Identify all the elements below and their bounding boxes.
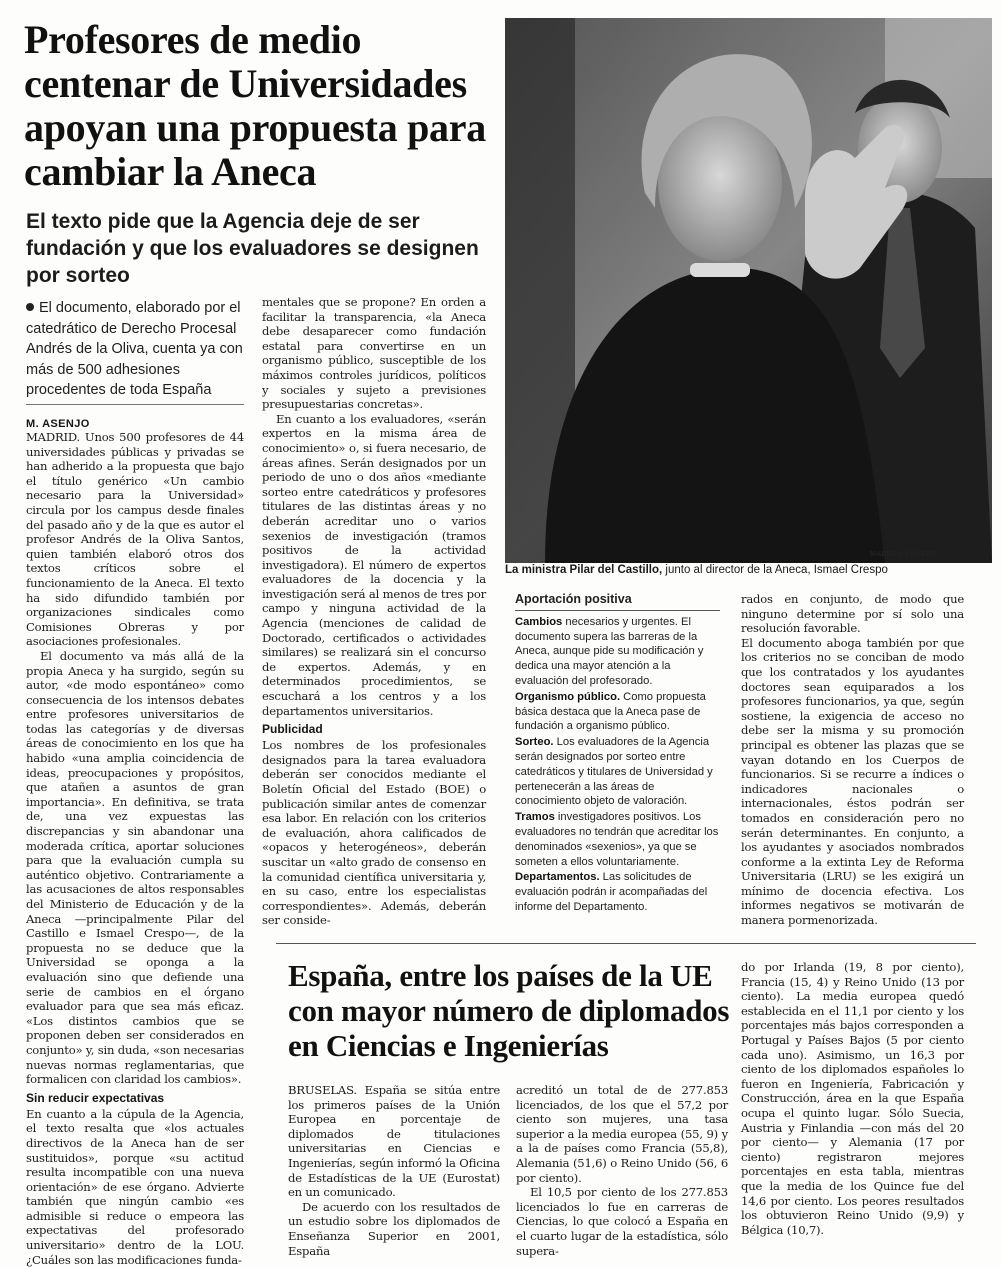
news-photo xyxy=(505,18,992,563)
article-column-3 xyxy=(741,592,964,928)
paragraph: Los nombres de los profesionales designados para la tarea evaluadora deberán ser conocidos mediante el Boletín Oficial del Estado (BOE) o publicación similar antes de comenzar esa labor. En relación con los criterios de evaluación, ahora calificados de «opacos y heterogéneos», deberán suscitar un «alto grado de consenso en la comunidad científica universitaria y, en su caso, entre los especialistas correspondientes». Además, deberán ser conside- xyxy=(262,738,486,928)
article-column-2 xyxy=(262,295,486,928)
article-deck: El texto pide que la Agencia deje de ser fundación y que los evaluadores se designen por sorteo xyxy=(26,210,479,287)
sidebar-term: Tramos xyxy=(515,811,555,824)
article-column-1 xyxy=(26,430,244,1267)
bullet-icon xyxy=(26,303,34,311)
sidebar-term: Sorteo. xyxy=(515,736,554,749)
sidebar-text: investigadores positivos. Los evaluadores no tendrán que acreditar los denominados «sexenios», ya que se someten a ellos voluntariamente. xyxy=(515,811,719,868)
lead-divider xyxy=(26,404,244,405)
sidebar-text: Como propuesta básica destaca que la Aneca pase de fundación a organismo público. xyxy=(515,690,706,733)
sidebar-item xyxy=(515,735,720,809)
sidebar-item xyxy=(515,810,720,869)
sidebar-box xyxy=(515,592,720,916)
paragraph: acreditó un total de de 277.853 licenciados, de los que el 57,2 por ciento son mujeres, una tasa superior a la media europea (55, 9) y a la de países como Francia (55,8), Alemania (51,6) o Reino Unido (56, 6 por ciento). xyxy=(516,1083,728,1185)
paragraph: En cuanto a los evaluadores, «serán expertos en la misma área de conocimiento» o, si fuera necesario, de áreas afines. Serán designados por un periodo de uno o dos años «mediante sorteo entre catedráticos y profesores titulares de las distintas áreas y no deberán acreditar uno o varios sexenios de investigación (tramos positivos de la actividad investigadora). El número de expertos evaluadores de la docencia y la investigación será al menos de tres por campo y ninguna actividad de la Agencia (menciones de calidad de Doctorado, certificados o actividades similares) se realizará sin el concurso de expertos. Además, y en determinados procedimientos, se escuchará a los centros y a los departamentos universitarios. xyxy=(262,411,486,718)
article2-headline: España, entre los países de la UE con mayor número de diplomados en Ciencias e Ingenierías xyxy=(288,958,730,1063)
sidebar-term: Organismo público. xyxy=(515,690,621,703)
article-divider xyxy=(276,943,976,944)
sidebar-item xyxy=(515,615,720,689)
paragraph: MADRID. Unos 500 profesores de 44 universidades públicas y privadas se han adherido a la propuesta que bajo el título genérico «Un cambio necesario para la Universidad» circula por los campus desde finales del pasado año y de la que es autor el profesor Andrés de la Oliva Santos, quien también elaboró otros dos textos críticos sobre el funcionamiento de la Aneca. El texto ha sido difundido también por organizaciones sindicales como Comisiones Obreras y por asociaciones profesionales. xyxy=(26,430,244,649)
lead-text: El documento, elaborado por el catedrático de Derecho Procesal Andrés de la Oliva, cuenta ya con más de 500 adhesiones procedentes de toda España xyxy=(26,300,243,398)
caption-subject: La ministra Pilar del Castillo, xyxy=(505,564,663,576)
sidebar-term: Departamentos. xyxy=(515,871,600,884)
sidebar-item xyxy=(515,690,720,734)
photo-credit: MADERO CUBERO xyxy=(870,551,938,558)
article-headline: Profesores de medio centenar de Universidades apoyan una propuesta para cambiar la Aneca xyxy=(24,17,486,194)
caption-text: junto al director de la Aneca, Ismael Crespo xyxy=(662,564,888,576)
paragraph: De acuerdo con los resultados de un estudio sobre los diplomados de Enseñanza Superior en 2001, España xyxy=(288,1199,500,1258)
sidebar-text: Las solicitudes de evaluación podrán ir acompañadas del informe del Departamento. xyxy=(515,871,708,913)
sidebar-title: Aportación positiva xyxy=(515,592,720,611)
subheading: Sin reducir expectativas xyxy=(26,1090,165,1105)
byline: M. ASENJO xyxy=(26,418,90,430)
sidebar-term: Cambios xyxy=(515,615,563,628)
article-lead xyxy=(26,298,248,401)
photo-caption xyxy=(505,563,995,578)
subheading: Publicidad xyxy=(262,722,323,737)
paragraph: mentales que se propone? En orden a facilitar la transparencia, «la Aneca debe desaparecer como fundación estatal para convertirse en un organismo público, susceptible de los máximos controles jurídicos, políticos y sociales y sujeto a previsiones presupuestarias concretas». xyxy=(262,295,486,412)
sidebar-text: Los evaluadores de la Agencia serán designados por sorteo entre catedráticos y titulares de Universidad y pertenecerán a las áreas de conocimiento objeto de valoración. xyxy=(515,736,713,808)
paragraph: do por Irlanda (19, 8 por ciento), Francia (15, 4) y Reino Unido (13 por ciento). La media europea quedó establecida en el 11,1 por ciento y los porcentajes más bajos corresponden a Portugal y Países Bajos (5 por ciento cada uno). Asimismo, un 16,3 por ciento de los diplomados españoles lo fueron en Ingeniería, Fabricación y Construcción, área en la que España ocupa el quinto lugar. Sólo Suecia, Austria y Finlandia —con más del 20 por ciento— y Alemania (17 por ciento) registraron mejores porcentajes en esta tabla, mientras que la media de los Quince fue del 14,6 por ciento. Los peores resultados los obtuvieron Reino Unido (9,9) y Bélgica (10,7). xyxy=(741,960,964,1237)
photo-image xyxy=(505,18,992,563)
paragraph: BRUSELAS. España se sitúa entre los primeros países de la Unión Europea en porcentaje de diplomados de titulaciones universitarias en Ciencias e Ingenierías, según informó la Oficina de Estadísticas de la UE (Eurostat) en un comunicado. xyxy=(288,1083,500,1200)
sidebar-item xyxy=(515,870,720,914)
article2-column-2 xyxy=(516,1083,728,1258)
paragraph: El documento aboga también por que los criterios no se conciban de modo que los contratados y los ayudantes doctores sean equiparados a los profesores funcionarios, ya que, según sostiene, la exigencia de acceso no debe ser la misma y su promoción principal es obtener las plazas que se vayan dotando en los Cuerpos de funcionarios. Si se recurre a índices o indicadores nacionales o internacionales, éstos podrán ser tomados en consideración pero no serán determinantes. En conjunto, a los ayudantes y asociados nombrados conforme a la extinta Ley de Reforma Universitaria (LRU) se les exigirá un mínimo de docencia efectiva. Los informes negativos se motivarán de manera pormenorizada. xyxy=(741,635,964,928)
article2-column-1 xyxy=(288,1083,500,1258)
paragraph: El 10,5 por ciento de los 277.853 licenciados lo fue en carreras de Ciencias, lo que colocó a España en el cuarto lugar de la estadística, sólo supera- xyxy=(516,1185,728,1258)
article2-column-3 xyxy=(741,960,964,1237)
paragraph: En cuanto a la cúpula de la Agencia, el texto resalta que «los actuales directivos de la Aneca han de ser sustituidos», porque «su actitud resulta incompatible con una nueva orientación» de ese órgano. Advierte también que ningún cambio «es admisible si reduce o empeora las expectativas del profesorado universitario» dentro de la LOU. ¿Cuáles son las modificaciones funda- xyxy=(26,1106,244,1267)
paragraph: rados en conjunto, de modo que ninguno determine por sí solo una resolución favorable. xyxy=(741,592,964,636)
paragraph: El documento va más allá de la propia Aneca y ha surgido, según su autor, «de modo espontáneo» como consecuencia de los intensos debates entre profesores universitarios de todas las categorías y de diversas áreas de conocimiento en los que ha habido «una amplia coincidencia de ideas, preocupaciones y propósitos, que atañen a asuntos de gran importancia». En definitiva, se trata de, una vez expuestas las discrepancias y sin abandonar una moderada crítica, aportar soluciones para que la evaluación cumpla su auténtico objetivo. Contrariamente a las acusaciones de altos responsables del Ministerio de Educación y de la Aneca —principalmente Pilar del Castillo e Ismael Crespo—, de la propuesta no se deduce que la Universidad se oponga a la evaluación sino que defiende una serie de cambios en el órgano evaluador para que sea más eficaz. «Los distintos cambios que se proponen deben ser considerados en conjunto» y, sin duda, «son necesarias nuevas normas reglamentarias, que formalicen con claridad los cambios». xyxy=(26,648,244,1087)
sidebar-text: necesarios y urgentes. El documento supera las barreras de la Aneca, aunque pide su modificación y dedica una mayor atención a la evaluación del profesorado. xyxy=(515,615,704,687)
